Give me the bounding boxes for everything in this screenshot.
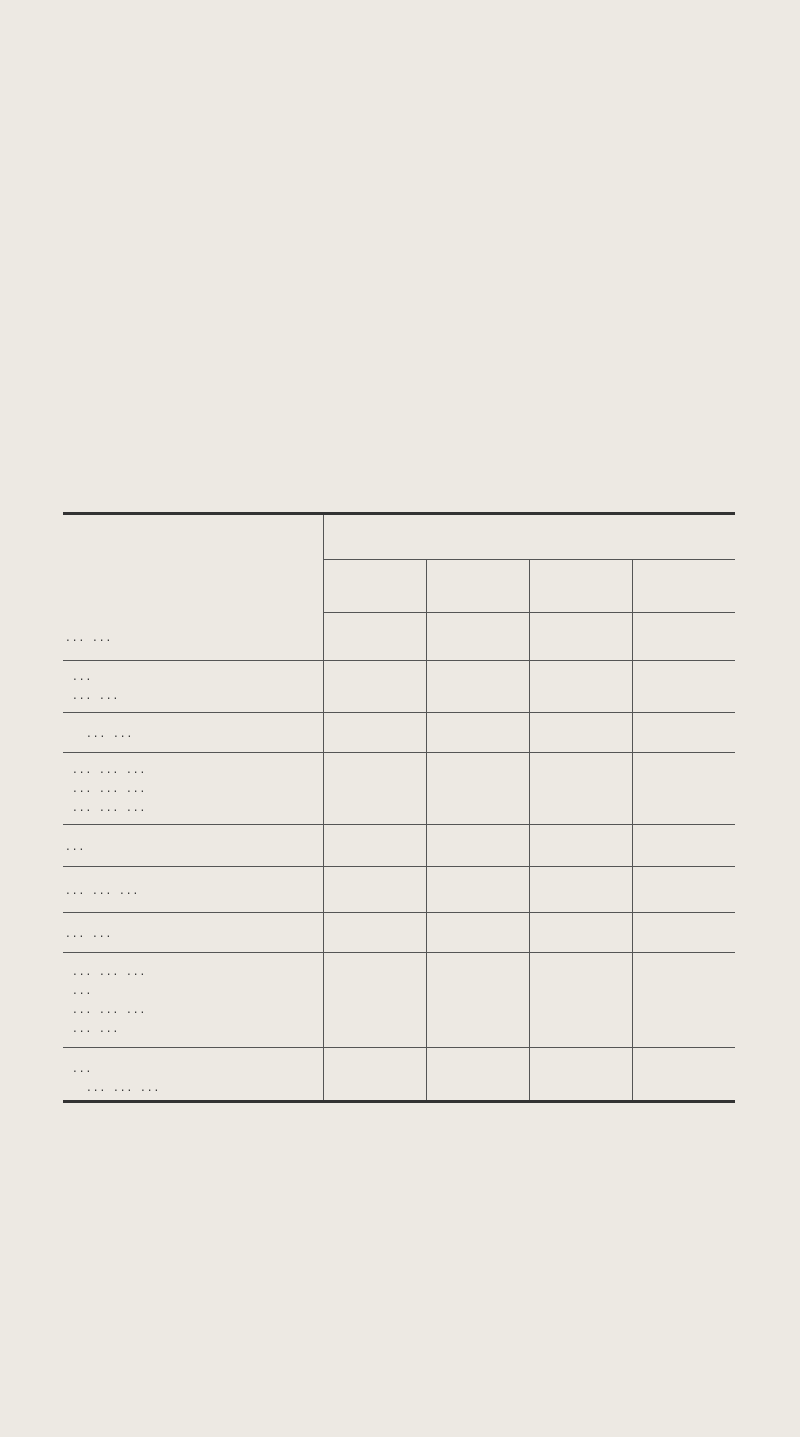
cell bbox=[632, 797, 735, 825]
cell bbox=[529, 1096, 632, 1102]
cell bbox=[426, 1018, 529, 1048]
cell bbox=[323, 778, 426, 797]
cell bbox=[529, 825, 632, 867]
table-row: ... ... ... bbox=[63, 778, 735, 797]
cell bbox=[426, 825, 529, 867]
cell bbox=[529, 666, 632, 685]
cell bbox=[426, 1077, 529, 1096]
cell bbox=[529, 713, 632, 753]
cell bbox=[323, 999, 426, 1018]
cell bbox=[632, 867, 735, 913]
table-row: ... bbox=[63, 666, 735, 685]
cell bbox=[529, 1018, 632, 1048]
cell bbox=[426, 759, 529, 778]
cell bbox=[323, 825, 426, 867]
table-row: ... ... ... bbox=[63, 867, 735, 913]
cell bbox=[323, 713, 426, 753]
cell bbox=[529, 999, 632, 1018]
table-row: ... ... ... bbox=[63, 999, 735, 1018]
table-row: ... ... ... bbox=[63, 797, 735, 825]
table-row: ... ... bbox=[63, 685, 735, 713]
col-dwellings bbox=[426, 560, 529, 613]
cell bbox=[632, 685, 735, 713]
table-row bbox=[63, 953, 735, 962]
cell bbox=[323, 1018, 426, 1048]
row-label bbox=[63, 1096, 323, 1102]
cell bbox=[529, 613, 632, 661]
cell bbox=[632, 825, 735, 867]
table-row bbox=[63, 1096, 735, 1102]
cell bbox=[632, 980, 735, 999]
cell bbox=[632, 913, 735, 953]
cell bbox=[632, 759, 735, 778]
table-row: ... ... ... bbox=[63, 1077, 735, 1096]
cell bbox=[529, 797, 632, 825]
cell bbox=[323, 666, 426, 685]
cell bbox=[323, 759, 426, 778]
cell bbox=[426, 685, 529, 713]
table-row: ... ... bbox=[63, 1018, 735, 1048]
cell bbox=[632, 999, 735, 1018]
cell bbox=[426, 1096, 529, 1102]
table-row: ... ... bbox=[63, 913, 735, 953]
table-row: ... ... ... bbox=[63, 961, 735, 980]
table-row: ... bbox=[63, 980, 735, 999]
cell bbox=[426, 713, 529, 753]
cell bbox=[323, 797, 426, 825]
cell bbox=[426, 613, 529, 661]
table-row bbox=[63, 1048, 735, 1059]
table-row: ... bbox=[63, 825, 735, 867]
cell bbox=[529, 913, 632, 953]
cell bbox=[426, 1058, 529, 1077]
cell bbox=[632, 1077, 735, 1096]
cell bbox=[632, 613, 735, 661]
cell bbox=[323, 867, 426, 913]
cell bbox=[323, 1077, 426, 1096]
cell bbox=[529, 759, 632, 778]
section-heading bbox=[63, 953, 323, 962]
cell bbox=[632, 1096, 735, 1102]
premises-table bbox=[63, 512, 735, 1103]
cell bbox=[426, 980, 529, 999]
cell bbox=[323, 1058, 426, 1077]
cell bbox=[632, 961, 735, 980]
cell bbox=[323, 613, 426, 661]
cell bbox=[632, 778, 735, 797]
cell bbox=[529, 980, 632, 999]
table-row: ... ... bbox=[63, 713, 735, 753]
cell bbox=[323, 685, 426, 713]
cell bbox=[323, 1096, 426, 1102]
cell bbox=[426, 999, 529, 1018]
cell bbox=[529, 685, 632, 713]
cell bbox=[323, 913, 426, 953]
type-of-premises-header bbox=[323, 514, 735, 560]
col-business bbox=[529, 560, 632, 613]
cell bbox=[632, 666, 735, 685]
cell bbox=[529, 1077, 632, 1096]
table-row: ... ... bbox=[63, 613, 735, 661]
cell bbox=[529, 778, 632, 797]
section-heading bbox=[63, 1048, 323, 1059]
cell bbox=[426, 666, 529, 685]
cell bbox=[529, 867, 632, 913]
cell bbox=[632, 1018, 735, 1048]
cell bbox=[426, 797, 529, 825]
col-total bbox=[632, 560, 735, 613]
cell bbox=[323, 961, 426, 980]
col-local-authority bbox=[323, 560, 426, 613]
cell bbox=[426, 867, 529, 913]
cell bbox=[529, 1058, 632, 1077]
cell bbox=[426, 778, 529, 797]
table-row: ... ... ... bbox=[63, 759, 735, 778]
table-header-row bbox=[63, 514, 735, 560]
table-row: ... bbox=[63, 1058, 735, 1077]
cell bbox=[529, 961, 632, 980]
cell bbox=[632, 1058, 735, 1077]
cell bbox=[323, 980, 426, 999]
cell bbox=[426, 913, 529, 953]
cell bbox=[426, 961, 529, 980]
cell bbox=[632, 713, 735, 753]
